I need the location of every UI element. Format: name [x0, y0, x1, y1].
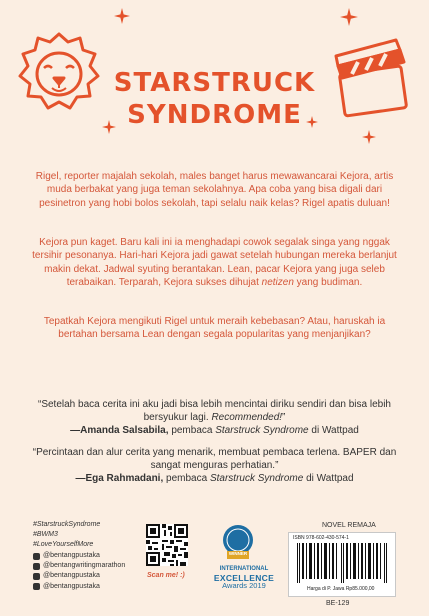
hashtag-list [33, 520, 100, 550]
social-row-instagram[interactable]: @bentangpustaka [33, 551, 125, 561]
sparkle-icon [114, 8, 130, 24]
facebook-icon [33, 583, 40, 590]
synopsis-paragraph-3: Tepatkah Kejora mengikuti Rigel untuk meraih kebebasan? Atau, haruskah ia bertahan bersama Lean dengan segala popularitas yang menjanjikan? [43, 316, 386, 341]
isbn-number: ISBN 978-602-430-574-1 [293, 535, 349, 541]
genre-label: NOVEL REMAJA [322, 522, 376, 529]
book-title-line2: SYNDROME [127, 100, 302, 130]
testimonial-author: —Ega Rahmadani, [75, 473, 164, 485]
hashtag: #LoveYourselfMore [33, 541, 94, 548]
testimonial-author: —Amanda Salsabila, [70, 425, 169, 437]
book-code: BE-129 [326, 600, 350, 607]
isbn-box [288, 532, 396, 597]
award-badge-icon [221, 524, 255, 562]
hashtag: #BWM3 [33, 531, 58, 538]
barcode [297, 543, 389, 583]
testimonial-2: “Percintaan dan alur cerita yang menarik, membuat pembaca terlena. BAPER dan sangat menguras perhatian.” —Ega Rahmadani, pembaca Starstruck Syndrome di Wattpad [32, 447, 397, 485]
social-row-facebook[interactable]: @bentangpustaka [33, 582, 125, 592]
scan-me-label: Scan me! :) [147, 572, 185, 579]
sparkle-icon [362, 130, 376, 144]
book-title-line1: STARSTRUCK [113, 68, 316, 98]
hashtag: #StarstruckSyndrome [33, 521, 101, 528]
social-row-instagram-marathon[interactable]: @bentangwritingmarathon [33, 561, 125, 571]
social-links [33, 551, 125, 592]
instagram-icon [33, 563, 40, 570]
social-row-twitter[interactable]: @bentangpustaka [33, 571, 125, 581]
synopsis-italic-word: netizen [261, 277, 294, 289]
qr-code[interactable] [146, 524, 188, 566]
award-text: INTERNATIONAL EXCELLENCE Awards 2019 [213, 566, 275, 590]
price-label: Harga di P. Jawa Rp85.000,00 [307, 586, 375, 592]
twitter-icon [33, 573, 40, 580]
synopsis-paragraph-1: Rigel, reporter majalah sekolah, males banget harus mewawancarai Kejora, artis muda berbakat yang juga teman sekolahnya. Apa coba yang bisa digali dari pesinetron yang hobi bolos sekolah, tapi selalu naik kelas? Rigel apatis duluan! [35, 171, 394, 209]
testimonial-1: “Setelah baca cerita ini aku jadi bisa lebih mencintai diriku sendiri dan bisa lebih bersyukur lagi. Recommended!” —Amanda Salsabila, pembaca Starstruck Syndrome di Wattpad [38, 399, 391, 437]
instagram-icon [33, 553, 40, 560]
award-badge-label: WINNER [228, 551, 248, 556]
sparkle-icon [340, 8, 358, 26]
synopsis-paragraph-2: Kejora pun kaget. Baru kali ini ia menghadapi cowok segalak singa yang nggak tersihir pesonanya. Hari-hari Kejora jadi gawat setelah hubungan mereka berlanjut makin dekat. Jadwal syuting berantakan. Lean, pacar Kejora yang juga seleb terabaikan. Terparah, Kejora sukses dihujat netizen yang budiman. [32, 237, 397, 289]
